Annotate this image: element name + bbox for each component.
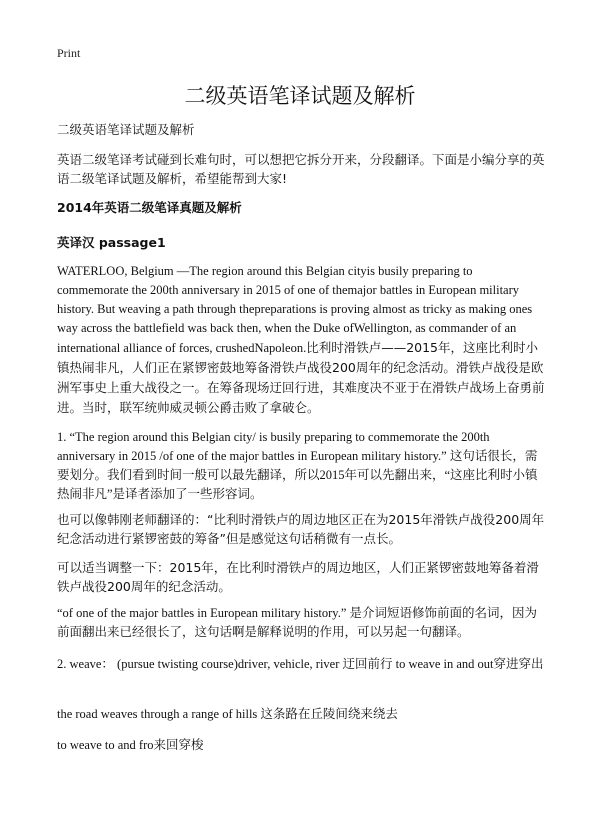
subtitle: 二级英语笔译试题及解析 [57, 122, 195, 137]
note-4: “of one of the major battles in European military history.” 是介词短语修饰前面的名词，因为前面翻出来已经很长了，这句话啊是解释说明的作用，可以另起一句翻译。 [57, 606, 538, 639]
passage-heading: 英译汉 passage1 [57, 235, 166, 250]
passage-paragraph [57, 262, 547, 418]
note-5: 2. weave： (pursue twisting course)driver, vehicle, river 迂回前行 to weave in and out穿进穿出 [57, 657, 544, 671]
passage-chinese: 比利时滑铁卢——2015年，这座比利时小镇热闹非凡，人们正在紧锣密鼓地筹备滑铁卢战役200周年的纪念活动。滑铁卢战役是欧洲军事史上重大战役之一。在筹备现场迂回行进，其难度决不亚于在滑铁卢战场上奋勇前进。当时，联军统帅威灵顿公爵击败了拿破仑。 [57, 340, 545, 415]
print-link[interactable]: Print [57, 46, 81, 60]
passage-english: WATERLOO, Belgium —The region around this Belgian cityis busily preparing to commemorate the 200th anniversary in 2015 of one of themajor battles in European military history. But weaving a path through thepreparations is proving almost as tricky as making ones way across the battlefield was back then, when the Duke ofWellington, as commander of an international alliance of forces, crushedNapoleon. [57, 264, 533, 355]
note-2: 也可以像韩刚老师翻译的：“比利时滑铁卢的周边地区正在为2015年滑铁卢战役200周年纪念活动进行紧锣密鼓的筹备”但是感觉这句话稍微有一点长。 [57, 512, 545, 546]
note-6: the road weaves through a range of hills 这条路在丘陵间绕来绕去 [57, 707, 398, 721]
note-7: to weave to and fro来回穿梭 [57, 738, 204, 752]
note-1: 1. “The region around this Belgian city/ is busily preparing to commemorate the 200th anniversary in 2015 /of one of the major battles in European military history.” 这句话很长，需要划分。我们看到时间一般可以最先翻译，所以2015年可以先翻出来，“这座比利时小镇热闹非凡”是译者添加了一些形容词。 [57, 430, 538, 501]
note-3: 可以适当调整一下：2015年，在比利时滑铁卢的周边地区，人们正紧锣密鼓地筹备着滑铁卢战役200周年的纪念活动。 [57, 560, 539, 594]
section-heading: 2014年英语二级笔译真题及解析 [57, 200, 242, 215]
intro-paragraph: 英语二级笔译考试碰到长难句时，可以想把它拆分开来，分段翻译。下面是小编分享的英语二级笔译试题及解析，希望能帮到大家! [57, 152, 545, 186]
page-title: 二级英语笔译试题及解析 [184, 84, 416, 108]
